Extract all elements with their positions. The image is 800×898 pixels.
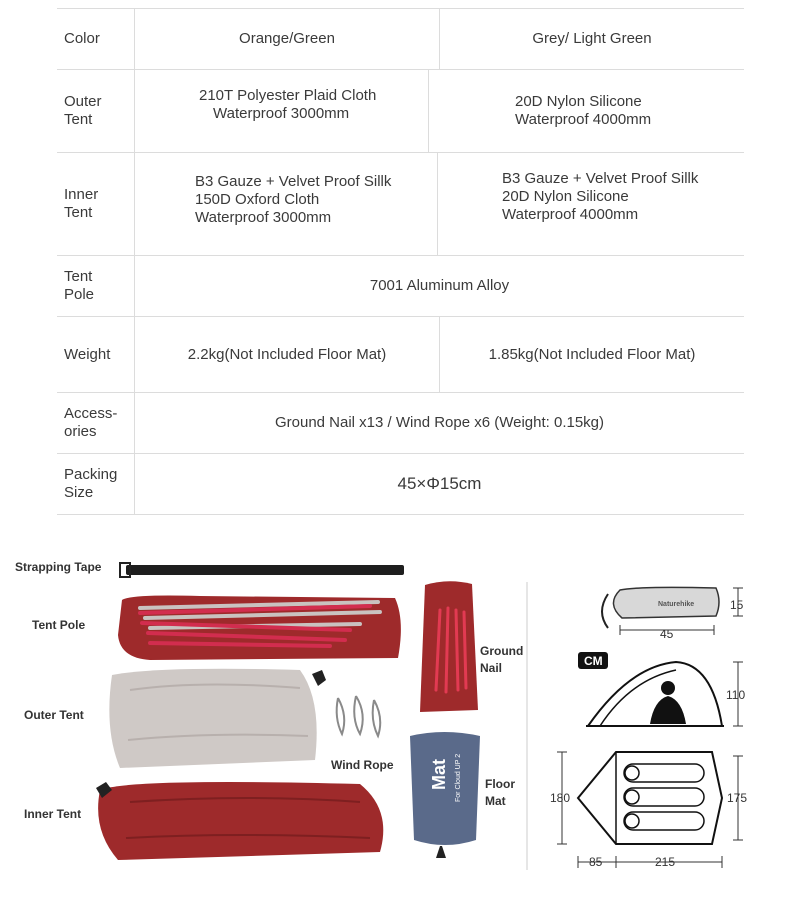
label-color: Color — [57, 9, 135, 69]
label-wind-rope: Wind Rope — [331, 758, 394, 772]
ground-nail-bag-image — [420, 581, 478, 712]
accessories-value: Ground Nail x13 / Wind Rope x6 (Weight: 0.15kg) — [274, 414, 605, 431]
unit-badge — [578, 652, 608, 669]
color-grey-light-green: Grey/ Light Green — [532, 30, 652, 47]
label-strapping-tape: Strapping Tape — [15, 560, 102, 574]
dim-floor-right: 175 — [727, 791, 748, 805]
mat-sub-text: For Cloud UP 2 — [455, 753, 462, 802]
row-outer-tent — [57, 70, 744, 153]
spec-table — [57, 8, 744, 515]
dim-bag-length: 45 — [660, 627, 674, 641]
label-ground-nail: Ground Nail — [480, 644, 524, 675]
label-accessories: Access- ories — [57, 393, 135, 453]
label-outer-tent: Outer Tent — [57, 70, 135, 152]
label-tent-pole-part: Tent Pole — [32, 618, 86, 632]
label-weight: Weight — [57, 317, 135, 392]
dim-height: 110 — [726, 688, 746, 702]
bag-brand-text: Naturehike — [658, 601, 695, 608]
dim-floor-left: 180 — [550, 791, 571, 805]
label-inner-tent: Inner Tent — [57, 153, 135, 255]
row-weight — [57, 317, 744, 393]
dim-vestibule: 85 — [589, 855, 603, 869]
row-color — [57, 9, 744, 70]
weight-b: 1.85kg(Not Included Floor Mat) — [488, 345, 696, 363]
inner-tent-a: B3 Gauze + Velvet Proof Sillk 150D Oxford Cloth Waterproof 3000mm — [135, 153, 438, 255]
inner-tent-image — [96, 782, 383, 860]
packed-bag-diagram — [602, 587, 744, 641]
weight-a: 2.2kg(Not Included Floor Mat) — [135, 317, 440, 392]
row-tent-pole — [57, 256, 744, 317]
unit-text: CM — [584, 654, 603, 668]
tent-pole-value: 7001 Aluminum Alloy — [369, 277, 510, 294]
label-packing-size: Packing Size — [57, 454, 135, 514]
components-svg — [0, 540, 800, 893]
outer-tent-image — [109, 669, 326, 768]
floor-plan-diagram — [550, 752, 747, 869]
outer-tent-a: 210T Polyester Plaid Cloth Waterproof 3000mm — [135, 70, 429, 152]
tent-pole-bag-image — [118, 596, 401, 661]
tent-front-diagram — [586, 662, 745, 726]
outer-tent-b: 20D Nylon Silicone Waterproof 4000mm — [515, 93, 652, 128]
wind-rope-image — [337, 696, 381, 736]
floor-mat-bag-image — [410, 732, 480, 858]
row-accessories — [57, 393, 744, 454]
packing-size-value: 45×Φ15cm — [397, 474, 482, 493]
strapping-tape-image — [120, 563, 404, 577]
label-inner-tent-part: Inner Tent — [24, 807, 82, 821]
dim-bag-diameter: 15 — [730, 598, 744, 612]
mat-print-text: Mat — [429, 759, 449, 790]
row-inner-tent — [57, 153, 744, 256]
color-orange-green: Orange/Green — [135, 9, 440, 69]
label-tent-pole: Tent Pole — [57, 256, 135, 316]
components-illustration — [0, 540, 800, 893]
label-outer-tent-part: Outer Tent — [24, 708, 84, 722]
row-packing-size — [57, 454, 744, 515]
inner-tent-b: B3 Gauze + Velvet Proof Sillk 20D Nylon Silicone Waterproof 4000mm — [502, 170, 699, 223]
dim-floor-length: 215 — [655, 855, 676, 869]
label-floor-mat: Floor Mat — [485, 777, 515, 808]
